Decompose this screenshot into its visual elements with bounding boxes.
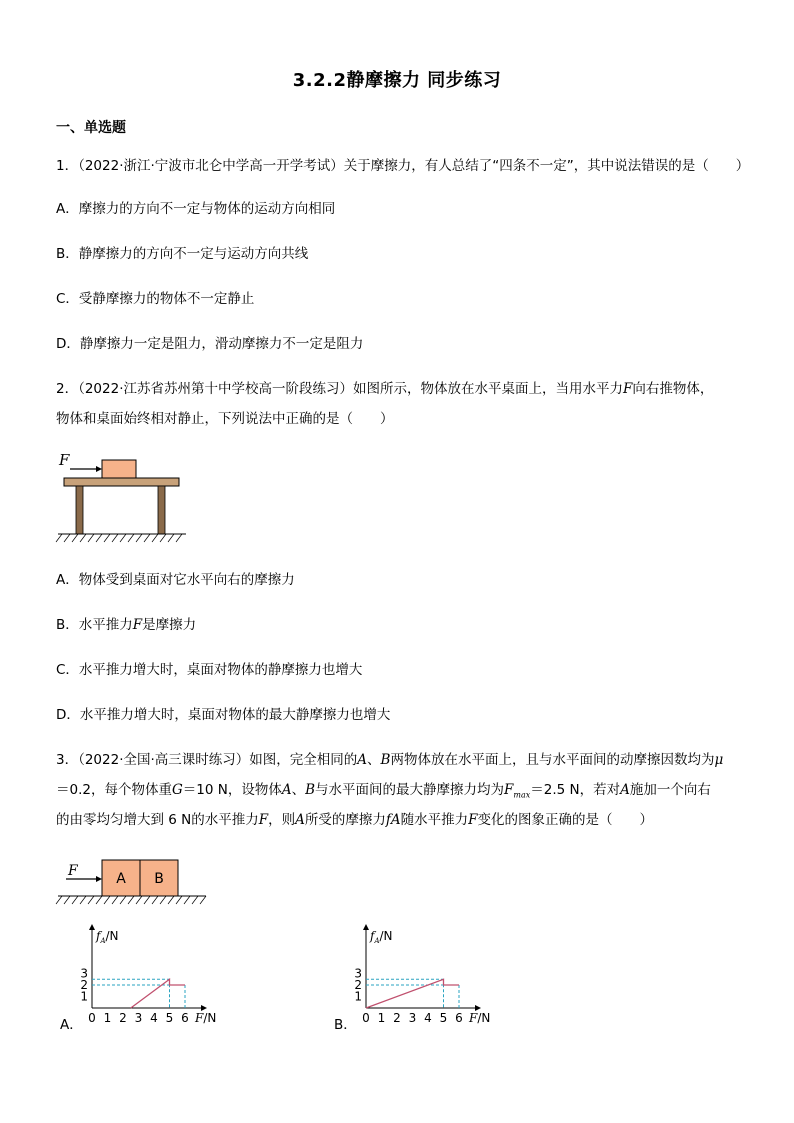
friction-curve [366, 979, 459, 1008]
blocks-ground-hatching [56, 896, 206, 904]
x-tick-label: 6 [181, 1011, 189, 1025]
y-axis-arrow [89, 924, 95, 930]
graph-option-b-label[interactable]: B． [334, 1017, 357, 1033]
q2-stem-line1: 2．（2022·江苏省苏州第十中学校高一阶段练习）如图所示，物体放在水平桌面上，当用水平力F向右推物体， [56, 381, 714, 397]
x-tick-label: 0 [88, 1011, 96, 1025]
y-tick-label: 2 [80, 978, 88, 992]
table-leg-right [158, 486, 165, 534]
graph-option-b[interactable] [356, 920, 506, 1032]
x-tick-label: 5 [439, 1011, 448, 1025]
q1-stem: 1．（2022·浙江·宁波市北仑中学高一开学考试）关于摩擦力，有人总结了“四条不一定”，其中说法错误的是（ ） [56, 158, 750, 174]
blocks-force-label: F [68, 863, 78, 879]
q1-option-a[interactable]: A．摩擦力的方向不一定与物体的运动方向相同 [56, 201, 336, 217]
q1-option-b[interactable]: B．静摩擦力的方向不一定与运动方向共线 [56, 246, 309, 262]
q1-option-d[interactable]: D．静摩擦力一定是阻力，滑动摩擦力不一定是阻力 [56, 336, 364, 352]
x-axis-label: F/N [469, 1011, 491, 1025]
section-heading: 一、单选题 [56, 120, 126, 136]
q2-stem-line2: 物体和桌面始终相对静止，下列说法中正确的是（ ） [56, 411, 394, 427]
block-a-label: A [116, 871, 126, 887]
x-tick-label: 5 [165, 1011, 174, 1025]
y-tick-label: 3 [80, 966, 88, 981]
y-axis-arrow [363, 924, 369, 930]
force-label: F [59, 451, 70, 469]
x-tick-label: 4 [150, 1011, 158, 1025]
graph-option-a[interactable] [82, 920, 232, 1032]
blocks-figure [56, 858, 206, 906]
q3-stem-line2: ＝0.2，每个物体重G＝10 N，设物体A、B与水平面间的最大静摩擦力均为$F_{max}=2.5$ N，若对A施加一个向右 [56, 782, 711, 800]
y-axis-label: $f_A/N$ [96, 929, 119, 945]
q2-option-d[interactable]: D．水平推力增大时，桌面对物体的最大静摩擦力也增大 [56, 707, 391, 723]
x-tick-label: 2 [119, 1011, 127, 1025]
friction-curve [131, 979, 185, 1008]
q2-option-c[interactable]: C．水平推力增大时，桌面对物体的静摩擦力也增大 [56, 662, 363, 678]
box-block [102, 460, 136, 478]
x-tick-label: 6 [455, 1011, 463, 1025]
page-title: 3.2.2静摩擦力 同步练习 [292, 70, 502, 91]
table-top [64, 478, 179, 486]
y-tick-label: 1 [80, 989, 88, 1004]
q1-option-c[interactable]: C．受静摩擦力的物体不一定静止 [56, 291, 255, 307]
x-tick-label: 1 [377, 1011, 386, 1025]
x-tick-label: 3 [408, 1011, 417, 1025]
ground-hatching [56, 534, 182, 542]
q3-stem-line3: 的由零均匀增大到 6 N的水平推力F，则A所受的摩擦力fA随水平推力F变化的图象正确的是（ ） [56, 812, 654, 828]
x-tick-label: 3 [134, 1011, 143, 1025]
y-tick-label: 1 [354, 989, 362, 1004]
x-tick-label: 4 [424, 1011, 432, 1025]
x-tick-label: 1 [103, 1011, 112, 1025]
q2-option-b[interactable]: B．水平推力F是摩擦力 [56, 617, 197, 633]
x-axis-label: F/N [195, 1011, 217, 1025]
q3-stem-line1: 3．（2022·全国·高三课时练习）如图，完全相同的A、B两物体放在水平面上，且与水平面间的动摩擦因数均为μ [56, 752, 724, 768]
table-leg-left [76, 486, 83, 534]
q2-option-a[interactable]: A．物体受到桌面对它水平向右的摩擦力 [56, 572, 295, 588]
y-tick-label: 2 [354, 978, 362, 992]
x-tick-label: 2 [393, 1011, 401, 1025]
table-figure [56, 448, 188, 548]
graph-option-a-label[interactable]: A． [60, 1017, 83, 1033]
y-tick-label: 3 [354, 966, 362, 981]
y-axis-label: $f_A/N$ [370, 929, 393, 945]
block-b-label: B [154, 871, 164, 887]
x-tick-label: 0 [362, 1011, 370, 1025]
